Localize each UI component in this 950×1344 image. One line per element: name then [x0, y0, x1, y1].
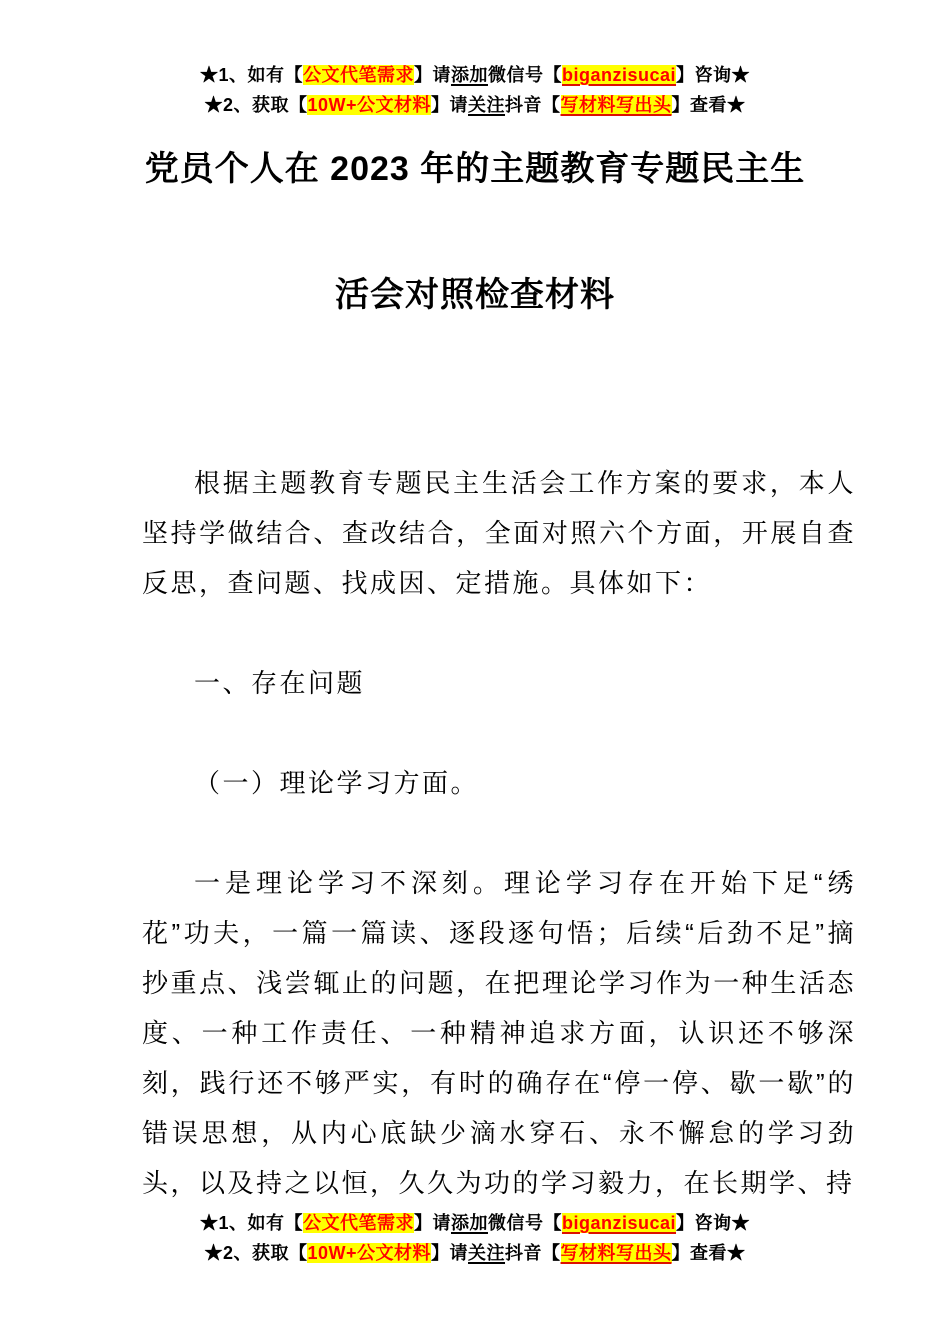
promo-underline-term: 添加	[450, 1213, 488, 1233]
promo-text: 】咨询★	[676, 65, 751, 85]
document-title-line-1: 党员个人在 2023 年的主题教育专题民主生	[144, 150, 806, 188]
promo-highlight-term: 公文代笔需求	[302, 65, 414, 85]
promo-highlight-term: 10W+公文材料	[307, 1243, 432, 1263]
promo-text: ★2、获取【	[204, 95, 308, 115]
promo-text: ★1、如有【	[199, 1213, 303, 1233]
promo-line-1	[0, 60, 950, 90]
section-heading-problems: 一、存在问题	[194, 668, 366, 698]
promo-douyin-name: 写材料写出头	[560, 1243, 672, 1263]
promo-text: 】请	[413, 1213, 451, 1233]
promo-douyin-name: 写材料写出头	[560, 95, 672, 115]
promo-text: ★2、获取【	[204, 1243, 308, 1263]
promo-text: 抖音【	[505, 1243, 561, 1263]
promo-text: 】咨询★	[676, 1213, 751, 1233]
promo-text: 】请	[431, 95, 469, 115]
promo-line-2	[0, 1238, 950, 1268]
promo-text: 】查看★	[671, 95, 746, 115]
promo-underline-term: 关注	[468, 1243, 506, 1263]
document-title-line-2: 活会对照检查材料	[335, 276, 615, 314]
promo-underline-term: 关注	[468, 95, 506, 115]
subsection-heading-theory-study: （一）理论学习方面。	[194, 768, 480, 798]
promo-text: 微信号【	[487, 65, 562, 85]
promo-text: 】请	[431, 1243, 469, 1263]
promo-text: ★1、如有【	[199, 65, 303, 85]
document-body	[142, 458, 856, 1208]
promo-wechat-id: biganzisucai	[561, 65, 677, 85]
paragraph-intro: 根据主题教育专题民主生活会工作方案的要求，本人坚持学做结合、查改结合，全面对照六个方面，开展自查反思，查问题、找成因、定措施。具体如下：	[142, 468, 856, 598]
promo-text: 】查看★	[671, 1243, 746, 1263]
promo-line-1	[0, 1208, 950, 1238]
document-title	[0, 106, 950, 358]
promo-text: 】请	[413, 65, 451, 85]
paragraph-theory-study: 一是理论学习不深刻。理论学习存在开始下足“绣花”功夫，一篇一篇读、逐段逐句悟；后续“后劲不足”摘抄重点、浅尝辄止的问题，在把理论学习作为一种生活态度、一种工作责任、一种精神追求方面，认识还不够深刻，践行还不够严实，有时的确存在“停一停、歇一歇”的错误思想，从内心底缺少滴水穿石、永不懈怠的学习劲头，以及持之以恒，久久为功的学习毅力，在长期学、持	[142, 868, 856, 1198]
promo-underline-term: 添加	[450, 65, 488, 85]
promo-highlight-term: 10W+公文材料	[307, 95, 432, 115]
promo-text: 微信号【	[487, 1213, 562, 1233]
footer-promo-note	[0, 1208, 950, 1268]
promo-text: 抖音【	[505, 95, 561, 115]
promo-wechat-id: biganzisucai	[561, 1213, 677, 1233]
promo-highlight-term: 公文代笔需求	[302, 1213, 414, 1233]
header-promo-note	[0, 0, 950, 120]
